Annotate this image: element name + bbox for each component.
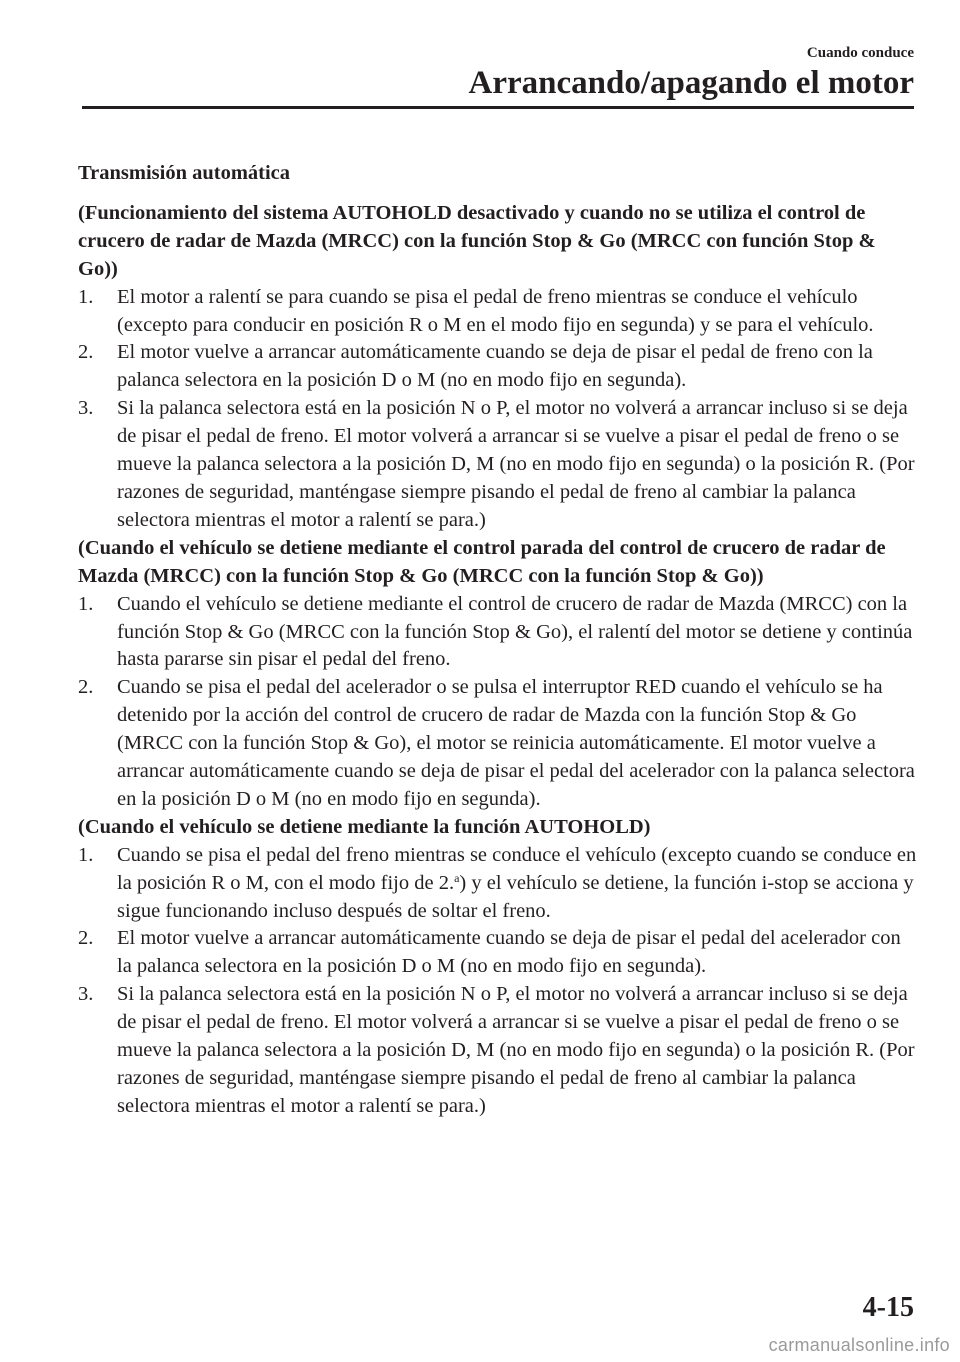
item-number: 1. <box>78 843 94 866</box>
item-text: El motor vuelve a arrancar automáticamente cuando se deja de pisar el pedal de freno con la palanca selectora en la posición D o M (no en modo fijo en segunda). <box>117 341 873 392</box>
item-number: 2. <box>78 341 94 364</box>
list-item <box>78 591 918 675</box>
item-text: Si la palanca selectora está en la posición N o P, el motor no volverá a arrancar incluso si se deja de pisar el pedal de freno. El motor volverá a arrancar si se vuelve a pisar el pedal de freno o se mueve la palanca selectora a la posición D, M (no en modo fijo en segunda) o la posición R. (Por razones de seguridad, manténgase siempre pisando el pedal de freno al cambiar la palanca selectora mientras el motor a ralentí se para.) <box>117 983 915 1117</box>
block2-title: (Cuando el vehículo se detiene mediante el control parada del control de crucero de radar de Mazda (MRCC) con la función Stop & Go (MRCC con la función Stop & Go)) <box>78 536 886 587</box>
item-text: Cuando se pisa el pedal del acelerador o se pulsa el interruptor RED cuando el vehículo se ha detenido por la acción del control de crucero de radar de Mazda con la función Stop & Go (MRCC con la función Stop & Go), el motor se reinicia automáticamente. El motor vuelve a arrancar automáticamente cuando se deja de pisar el pedal del acelerador con la palanca selectora en la posición D o M (no en modo fijo en segunda). <box>117 676 915 810</box>
block1-title: (Funcionamiento del sistema AUTOHOLD desactivado y cuando no se utiliza el control de crucero de radar de Mazda (MRCC) con la función Stop & Go (MRCC con función Stop & Go)) <box>78 201 876 280</box>
page-content <box>78 160 918 1121</box>
page-header <box>469 44 915 102</box>
item-text-part-a: Cuando se pisa el pedal del freno mientras se conduce el vehículo (excepto cuando se conduce en la posición R o M, con el modo fijo de 2. <box>117 843 917 894</box>
list-item <box>78 284 918 340</box>
section-heading: Transmisión automática <box>78 162 291 184</box>
item-number: 2. <box>78 927 94 950</box>
item-number: 3. <box>78 983 94 1006</box>
item-number: 2. <box>78 676 94 699</box>
item-number: 3. <box>78 397 94 420</box>
page-number: 4-15 <box>862 1292 914 1323</box>
section-label: Cuando conduce <box>806 45 914 61</box>
item-text: Cuando el vehículo se detiene mediante el control de crucero de radar de Mazda (MRCC) con la función Stop & Go (MRCC con la función Stop & Go), el ralentí del motor se detiene y continúa hasta pararse sin pisar el pedal del freno. <box>117 592 913 671</box>
list-item <box>78 981 918 1121</box>
item-text: El motor vuelve a arrancar automáticamente cuando se deja de pisar el pedal del acelerador con la palanca selectora en la posición D o M (no en modo fijo en segunda). <box>117 927 901 978</box>
list-item <box>78 925 918 981</box>
list-item <box>78 339 918 395</box>
list-item <box>78 674 918 814</box>
watermark: carmanualsonline.info <box>768 1335 950 1355</box>
page-title: Arrancando/apagando el motor <box>468 65 914 101</box>
item-number: 1. <box>78 592 94 615</box>
block3-title: (Cuando el vehículo se detiene mediante la función AUTOHOLD) <box>78 815 651 838</box>
list-item <box>78 395 918 535</box>
list-item <box>78 842 918 926</box>
item-text: Si la palanca selectora está en la posición N o P, el motor no volverá a arrancar incluso si se deja de pisar el pedal de freno. El motor volverá a arrancar si se vuelve a pisar el pedal de freno o se mueve la palanca selectora a la posición D, M (no en modo fijo en segunda) o la posición R. (Por razones de seguridad, manténgase siempre pisando el pedal de freno al cambiar la palanca selectora mientras el motor a ralentí se para.) <box>117 397 915 531</box>
superscript: a <box>454 870 460 885</box>
item-number: 1. <box>78 285 94 308</box>
spacer <box>78 188 918 200</box>
item-text-part-b: ) y el vehículo se detiene, la función i-stop se acciona y sigue funcionando incluso después de soltar el freno. <box>117 871 914 922</box>
item-text: El motor a ralentí se para cuando se pisa el pedal de freno mientras se conduce el vehículo (excepto para conducir en posición R o M en el modo fijo en segunda) y se para el vehículo. <box>117 285 874 336</box>
header-divider <box>82 106 914 109</box>
